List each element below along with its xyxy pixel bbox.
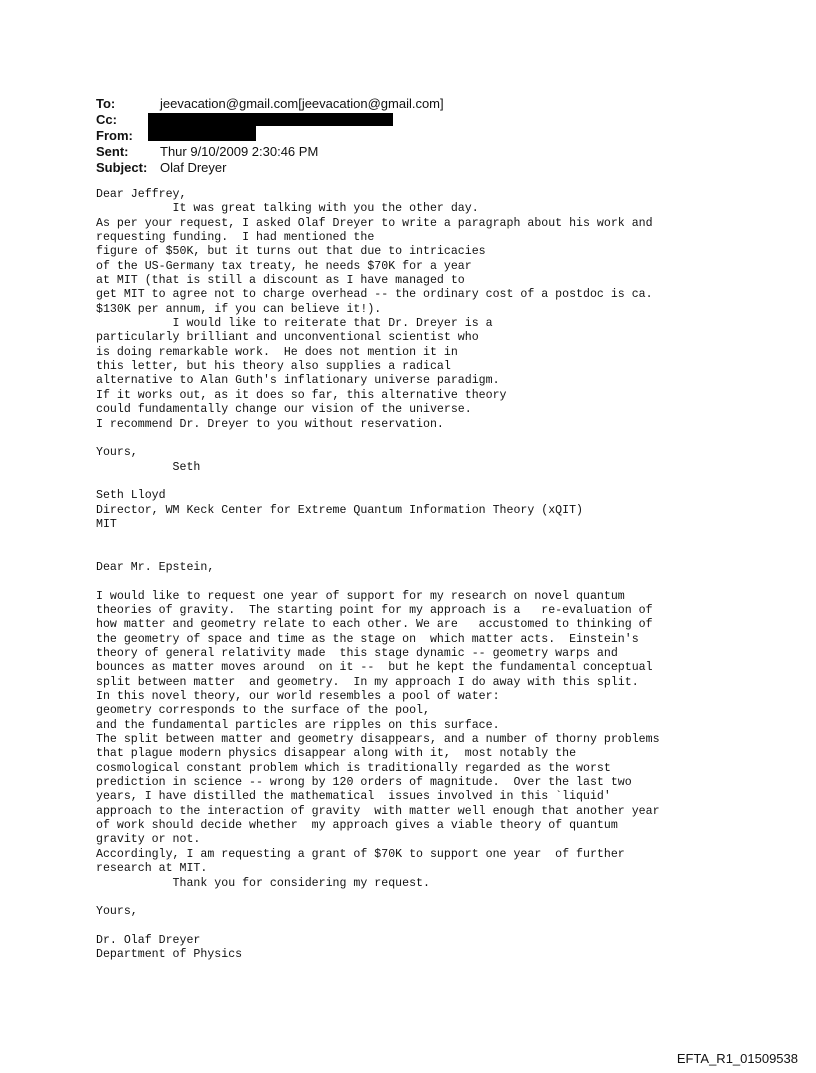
body-line: Seth Lloyd <box>96 489 166 503</box>
body-line: geometry corresponds to the surface of the pool, <box>96 704 430 718</box>
body-line: the geometry of space and time as the stage on which matter acts. Einstein's <box>96 632 639 646</box>
from-redaction <box>148 125 256 141</box>
body-line: split between matter and geometry. In my approach I do away with this split. <box>96 675 639 689</box>
body-line: bounces as matter moves around on it -- but he kept the fundamental conceptual <box>96 661 653 675</box>
body-line: Dear Mr. Epstein, <box>96 560 215 574</box>
body-line <box>96 547 796 561</box>
body-line: Thank you for considering my request. <box>96 876 430 890</box>
email-body <box>96 188 796 963</box>
body-line: research at MIT. <box>96 862 208 876</box>
body-line: this letter, but his theory also supplies a radical <box>96 360 451 374</box>
sent-label: Sent: <box>96 144 129 159</box>
body-line: approach to the interaction of gravity with matter well enough that another year <box>96 804 660 818</box>
body-line: Director, WM Keck Center for Extreme Quantum Information Theory (xQIT) <box>96 503 584 517</box>
body-line: I would like to reiterate that Dr. Dreyer is a <box>96 317 493 331</box>
body-line: of work should decide whether my approach gives a viable theory of quantum <box>96 819 618 833</box>
document-id: EFTA_R1_01509538 <box>676 1051 798 1066</box>
body-line <box>96 532 796 546</box>
to-label: To: <box>96 96 116 111</box>
body-line: In this novel theory, our world resembles a pool of water: <box>96 690 500 704</box>
body-line: of the US-Germany tax treaty, he needs $70K for a year <box>96 259 472 273</box>
body-line: Department of Physics <box>96 948 243 962</box>
body-line: figure of $50K, but it turns out that due to intricacies <box>96 245 486 259</box>
body-line: Yours, <box>96 905 138 919</box>
subject-label: Subject: <box>96 160 148 175</box>
body-line: get MIT to agree not to charge overhead -- the ordinary cost of a postdoc is ca. <box>96 288 653 302</box>
body-line: particularly brilliant and unconventional scientist who <box>96 331 479 345</box>
cc-label: Cc: <box>96 112 117 127</box>
body-line <box>96 575 796 589</box>
body-line: Accordingly, I am requesting a grant of $70K to support one year of further <box>96 847 625 861</box>
body-line: theories of gravity. The starting point for my approach is a re-evaluation of <box>96 603 653 617</box>
body-line: years, I have distilled the mathematical issues involved in this `liquid' <box>96 790 611 804</box>
body-line: at MIT (that is still a discount as I have managed to <box>96 274 465 288</box>
body-line <box>96 475 796 489</box>
body-line <box>96 920 796 934</box>
from-label: From: <box>96 128 133 143</box>
body-line: Seth <box>96 460 201 474</box>
body-line: alternative to Alan Guth's inflationary universe paradigm. <box>96 374 500 388</box>
body-line: MIT <box>96 517 117 531</box>
body-line: The split between matter and geometry disappears, and a number of thorny problems <box>96 733 660 747</box>
body-line <box>96 891 796 905</box>
body-line: prediction in science -- wrong by 120 orders of magnitude. Over the last two <box>96 776 632 790</box>
body-line: how matter and geometry relate to each other. We are accustomed to thinking of <box>96 618 653 632</box>
body-line: and the fundamental particles are ripples on this surface. <box>96 718 500 732</box>
body-line: It was great talking with you the other day. <box>96 202 479 216</box>
sent-value: Thur 9/10/2009 2:30:46 PM <box>160 144 319 159</box>
body-line: that plague modern physics disappear along with it, most notably the <box>96 747 577 761</box>
body-line: Yours, <box>96 446 138 460</box>
subject-value: Olaf Dreyer <box>160 160 227 175</box>
body-line: cosmological constant problem which is traditionally regarded as the worst <box>96 761 611 775</box>
body-line: As per your request, I asked Olaf Dreyer to write a paragraph about his work and <box>96 216 653 230</box>
body-line: I would like to request one year of support for my research on novel quantum <box>96 589 625 603</box>
body-line <box>96 432 796 446</box>
body-line: requesting funding. I had mentioned the <box>96 231 375 245</box>
body-line: gravity or not. <box>96 833 201 847</box>
body-line: is doing remarkable work. He does not mention it in <box>96 345 458 359</box>
body-line: $130K per annum, if you can believe it!). <box>96 302 382 316</box>
body-line: Dear Jeffrey, <box>96 188 187 201</box>
body-line: could fundamentally change our vision of the universe. <box>96 403 472 417</box>
body-line: If it works out, as it does so far, this alternative theory <box>96 388 507 402</box>
body-line: Dr. Olaf Dreyer <box>96 933 201 947</box>
body-line: I recommend Dr. Dreyer to you without reservation. <box>96 417 444 431</box>
to-value: jeevacation@gmail.com[jeevacation@gmail.com] <box>160 96 444 111</box>
body-line: theory of general relativity made this stage dynamic -- geometry warps and <box>96 647 618 660</box>
